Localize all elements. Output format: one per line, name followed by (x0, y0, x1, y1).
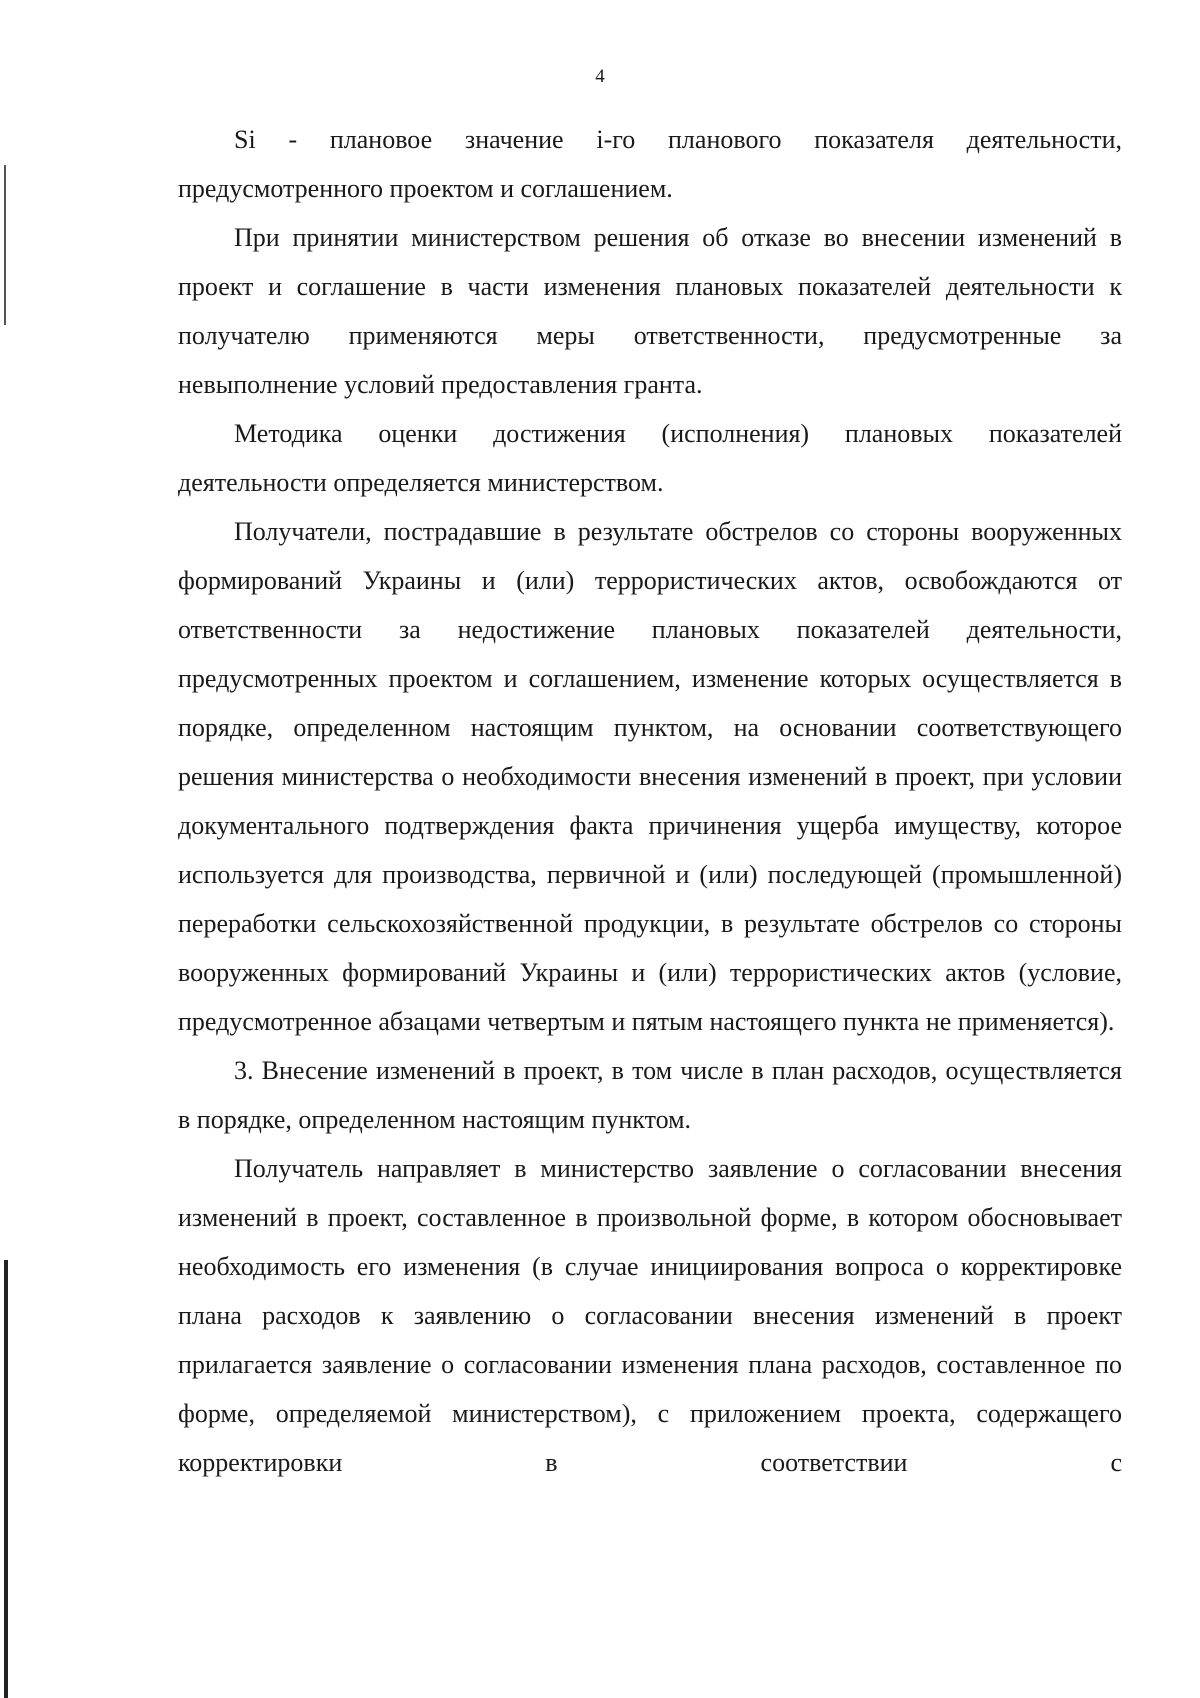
paragraph: 3. Внесение изменений в проект, в том числе в план расходов, осуществляется в порядке, определенном настоящим пунктом. (178, 1056, 1122, 1134)
paragraph: Si - плановое значение i-го планового показателя деятельности, предусмотренного проектом и соглашением. (178, 125, 1122, 203)
paragraph: Получатель направляет в министерство заявление о согласовании внесения изменений в проект, составленное в произвольной форме, в котором обосновывает необходимость его изменения (в случае инициирования вопроса о корректировке плана расходов к заявлению о согласовании внесения изменений в проект прилагается заявление о согласовании изменения плана расходов, составленное по форме, определяемой министерством), с приложением проекта, содержащего корректировки в соответствии с (178, 1154, 1122, 1477)
scan-edge-mark (4, 1260, 8, 1698)
page-number: 4 (595, 66, 605, 87)
document-body (178, 115, 1122, 1487)
paragraph: Получатели, пострадавшие в результате обстрелов со стороны вооруженных формирований Украины и (или) террористических актов, освобождаются от ответственности за недостижение плановых показателей деятельности, предусмотренных проектом и соглашением, изменение которых осуществляется в порядке, определенном настоящим пунктом, на основании соответствующего решения министерства о необходимости внесения изменений в проект, при условии документального подтверждения факта причинения ущерба имуществу, которое используется для производства, первичной и (или) последующей (промышленной) переработки сельскохозяйственной продукции, в результате обстрелов со стороны вооруженных формирований Украины и (или) террористических актов (условие, предусмотренное абзацами четвертым и пятым настоящего пункта не применяется). (178, 517, 1122, 1036)
paragraph: При принятии министерством решения об отказе во внесении изменений в проект и соглашение в части изменения плановых показателей деятельности к получателю применяются меры ответственности, предусмотренные за невыполнение условий предоставления гранта. (178, 223, 1122, 399)
scan-edge-mark (4, 165, 6, 325)
paragraph: Методика оценки достижения (исполнения) плановых показателей деятельности определяется министерством. (178, 419, 1122, 497)
